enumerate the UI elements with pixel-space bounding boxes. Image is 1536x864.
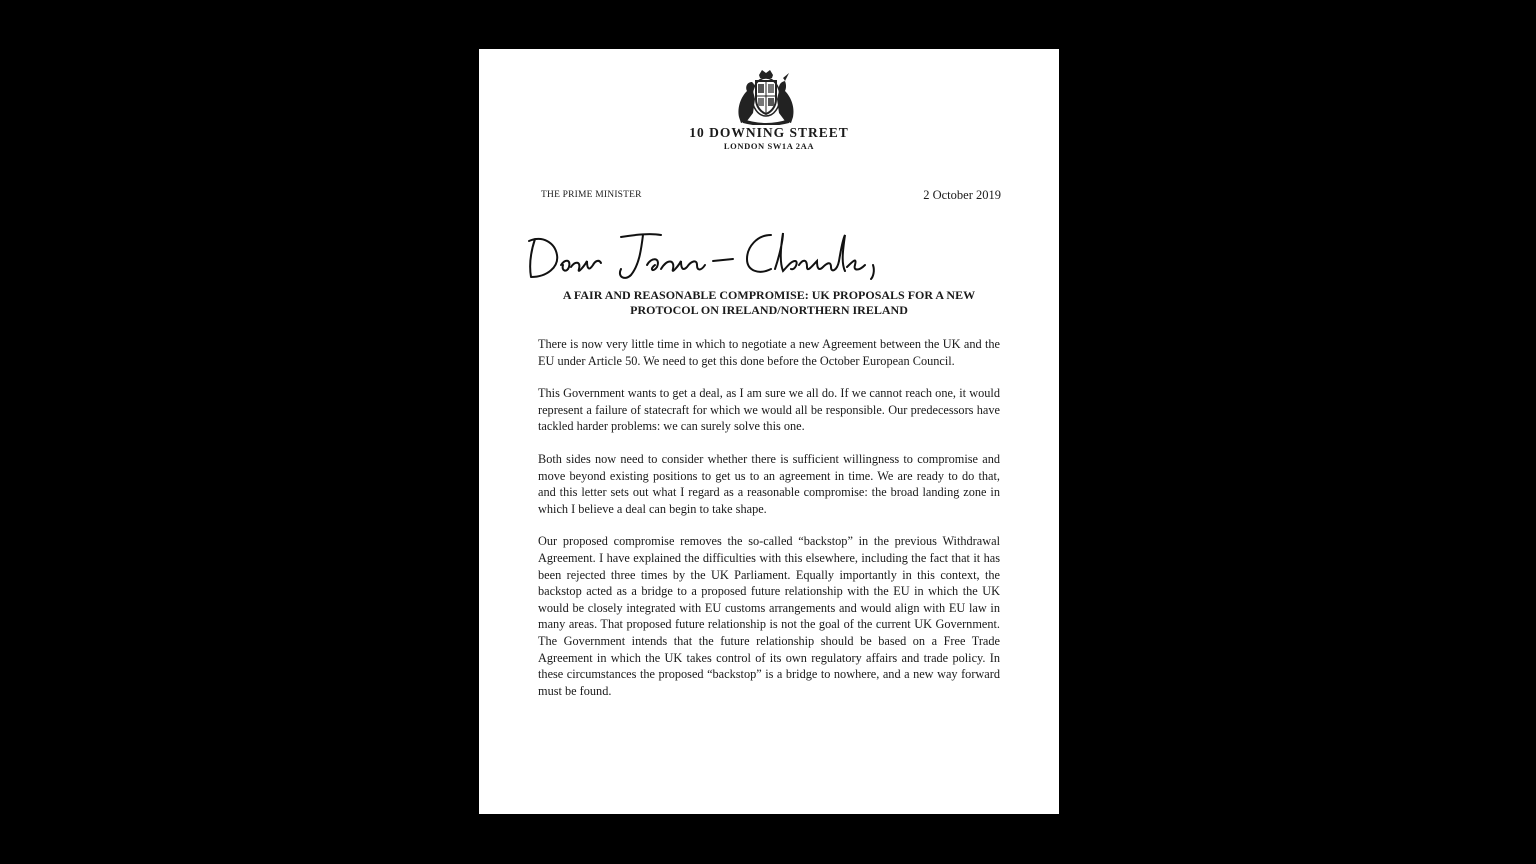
letter-heading <box>535 288 1003 318</box>
sender-title: THE PRIME MINISTER <box>541 190 642 200</box>
letter-body <box>538 336 1000 715</box>
heading-line-2: PROTOCOL ON IRELAND/NORTHERN IRELAND <box>630 303 908 317</box>
handwritten-salutation <box>521 221 991 287</box>
body-paragraph: Our proposed compromise removes the so-called “backstop” in the previous Withdrawal Agreement. I have explained the difficulties with this elsewhere, including the fact that it has been rejected three times by the UK Parliament. Equally importantly in this context, the backstop acted as a bridge to a proposed future relationship with the EU in which the UK would be closely integrated with EU customs arrangements and would align with EU law in many areas. That proposed future relationship is not the goal of the current UK Government. The Government intends that the future relationship should be based on a Free Trade Agreement in which the UK takes control of its own regulatory affairs and trade policy. In these circumstances the proposed “backstop” is a bridge to nowhere, and a new way forward must be found. <box>538 534 1000 698</box>
letter-page <box>479 49 1059 814</box>
letter-date: 2 October 2019 <box>923 188 1001 202</box>
heading-line-1: A FAIR AND REASONABLE COMPROMISE: UK PROPOSALS FOR A NEW <box>562 288 976 302</box>
letterhead-address: 10 DOWNING STREET <box>689 125 849 140</box>
body-paragraph: There is now very little time in which to negotiate a new Agreement between the UK and the EU under Article 50. We need to get this done before the October European Council. <box>538 337 1000 368</box>
letterhead-postcode: LONDON SW1A 2AA <box>723 141 815 151</box>
body-paragraph: Both sides now need to consider whether there is sufficient willingness to compromise and move beyond existing positions to get us to an agreement in time. We are ready to do that, and this letter sets out what I regard as a reasonable compromise: the broad landing zone in which I believe a deal can begin to take shape. <box>538 451 1000 516</box>
royal-coat-of-arms-icon <box>733 69 799 125</box>
letterhead <box>479 125 1059 152</box>
body-paragraph: This Government wants to get a deal, as I am sure we all do. If we cannot reach one, it would represent a failure of statecraft for which we would all be responsible. Our predecessors have tackled harder problems: we can surely solve this one. <box>538 386 1000 434</box>
